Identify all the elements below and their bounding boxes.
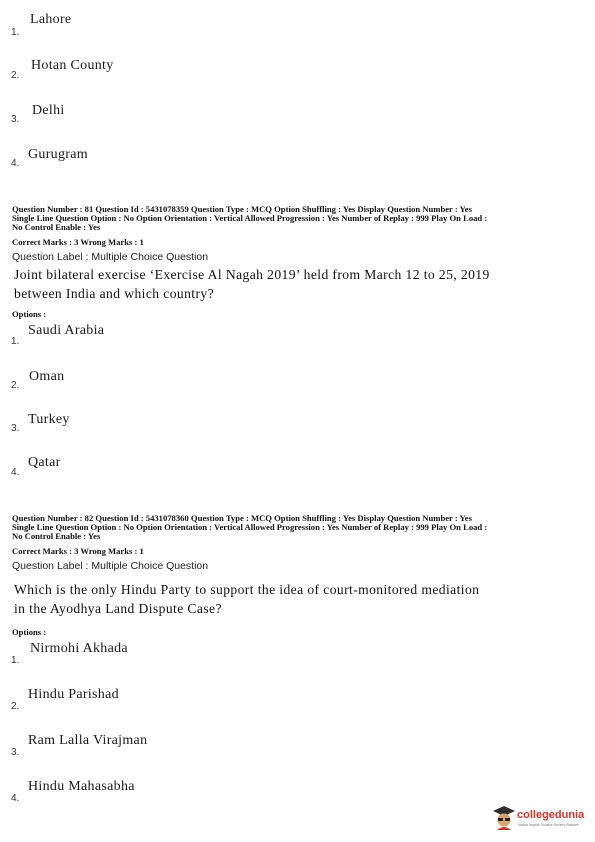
question-meta-line: No Control Enable : Yes [12,531,101,541]
question-meta-line: Question Number : 82 Question Id : 5431078360 Question Type : MCQ Option Shuffling : Yes Display Question Number : Yes [12,513,472,523]
option-number: 1. [11,655,20,666]
option-number: 4. [11,467,20,478]
option-text: Oman [29,369,65,384]
option-number: 2. [11,380,20,391]
option-number: 4. [11,158,20,169]
option-text: Hindu Parishad [28,687,119,702]
question-text: in the Ayodhya Land Dispute Case? [14,601,222,616]
option-number: 3. [11,747,20,758]
option-text: Lahore [30,12,72,27]
question-text: Joint bilateral exercise ‘Exercise Al Nagah 2019’ held from March 12 to 25, 2019 [14,267,490,282]
option-number: 1. [11,336,20,347]
collegedunia-logo [492,804,592,834]
brand-tagline: India's largest Student Review Platform [518,823,579,827]
question-meta-line: No Control Enable : Yes [12,222,101,232]
option-text: Ram Lalla Virajman [28,733,148,748]
question-marks: Correct Marks : 3 Wrong Marks : 1 [12,237,144,247]
question-text: Which is the only Hindu Party to support the idea of court-monitored mediation [14,582,480,597]
question-label: Question Label : Multiple Choice Question [12,560,209,572]
student-mascot-icon [492,805,516,831]
option-text: Hindu Mahasabha [28,779,135,794]
question-meta-line: Single Line Question Option : No Option Orientation : Vertical Allowed Progression : Yes Number of Replay : 999 Play On Load : [12,522,488,532]
question-meta-line: Question Number : 81 Question Id : 5431078359 Question Type : MCQ Option Shuffling : Yes Display Question Number : Yes [12,204,472,214]
option-number: 2. [11,70,20,81]
option-text: Gurugram [28,147,88,162]
question-text: between India and which country? [14,286,215,301]
option-number: 3. [11,114,20,125]
option-number: 4. [11,793,20,804]
question-label: Question Label : Multiple Choice Question [12,251,209,263]
options-heading: Options : [12,627,47,637]
option-text: Turkey [28,412,70,427]
option-text: Hotan County [31,58,114,73]
option-text: Delhi [32,103,65,118]
question-marks: Correct Marks : 3 Wrong Marks : 1 [12,546,144,556]
brand-name: collegedunia [517,809,585,821]
option-text: Saudi Arabia [28,323,105,338]
option-number: 1. [11,27,20,38]
option-number: 2. [11,701,20,712]
option-text: Qatar [28,455,61,470]
options-heading: Options : [12,309,47,319]
option-number: 3. [11,423,20,434]
option-text: Nirmohi Akhada [30,641,128,656]
question-meta-line: Single Line Question Option : No Option Orientation : Vertical Allowed Progression : Yes Number of Replay : 999 Play On Load : [12,213,488,223]
